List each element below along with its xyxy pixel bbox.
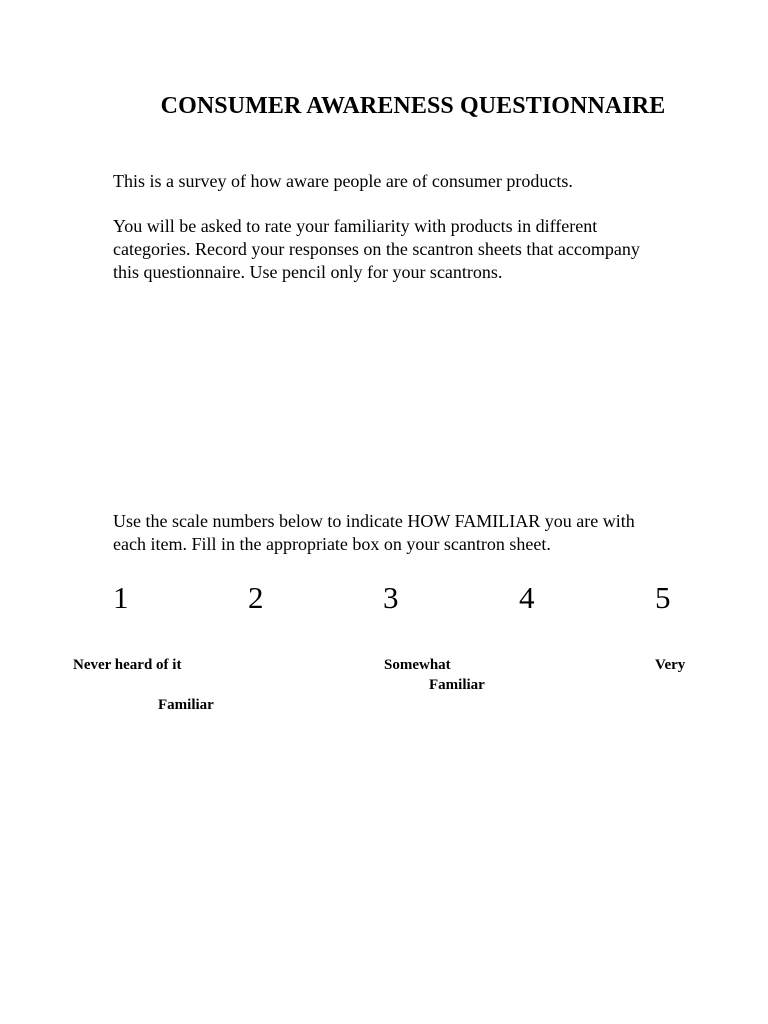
intro-paragraph (113, 170, 723, 193)
scale-number-1: 1 (113, 580, 129, 615)
page-title: CONSUMER AWARENESS QUESTIONNAIRE (160, 93, 666, 119)
scale-label-never-heard: Never heard of it (73, 657, 182, 673)
instructions-line: You will be asked to rate your familiarity with products in different (113, 216, 598, 236)
scale-label-familiar-mid: Familiar (429, 677, 485, 693)
scale-instructions-line: each item. Fill in the appropriate box on your scantron sheet. (113, 534, 551, 554)
scale-instructions-line: Use the scale numbers below to indicate HOW FAMILIAR you are with (113, 511, 635, 531)
instructions-line: this questionnaire. Use pencil only for your scantrons. (113, 262, 503, 282)
intro-text: This is a survey of how aware people are of consumer products. (113, 171, 573, 191)
scale-label-familiar-low: Familiar (158, 697, 214, 713)
scale-instructions-paragraph (113, 510, 723, 556)
scale-number-2: 2 (248, 580, 264, 615)
instructions-line: categories. Record your responses on the scantron sheets that accompany (113, 239, 640, 259)
scale-label-somewhat: Somewhat (384, 657, 451, 673)
scale-label-very: Very (655, 657, 686, 673)
scale-number-5: 5 (655, 580, 671, 615)
instructions-paragraph (113, 215, 723, 284)
scale-number-4: 4 (519, 580, 535, 615)
scale-number-3: 3 (383, 580, 399, 615)
